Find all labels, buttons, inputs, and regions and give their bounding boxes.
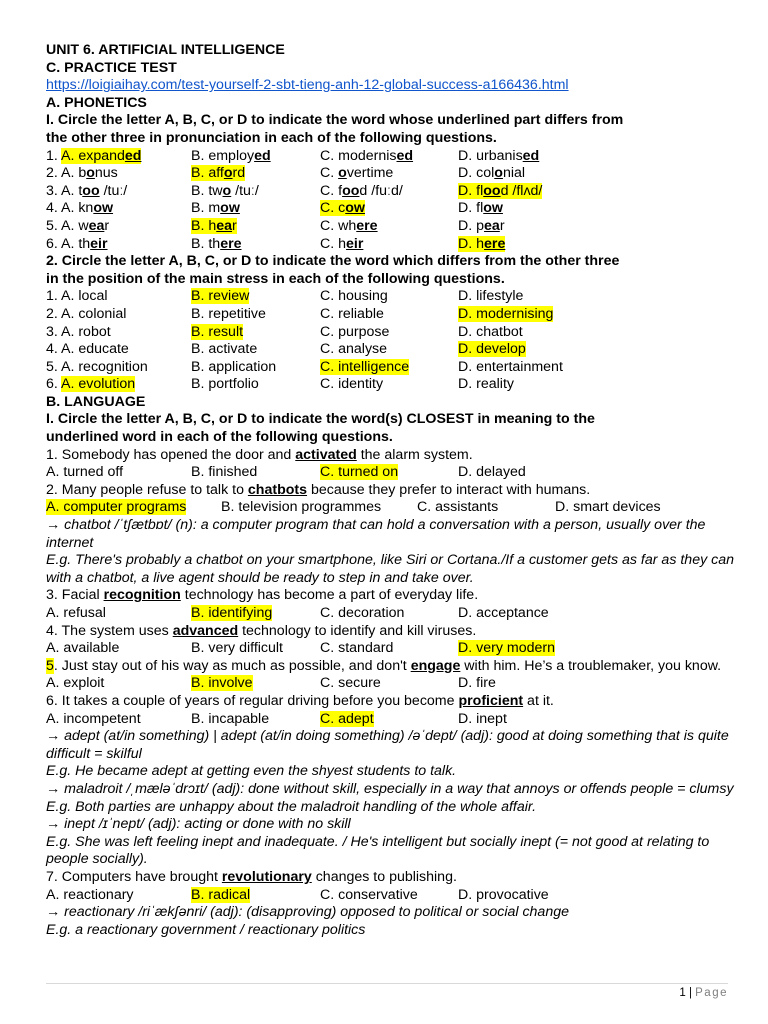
section-title: C. PRACTICE TEST bbox=[46, 59, 177, 76]
source-link[interactable]: https://loigiaihay.com/test-yourself-2-sbt-tieng-anh-12-global-success-a166436.html bbox=[46, 77, 569, 94]
document-page bbox=[46, 42, 736, 939]
q6-example-inept: E.g. She was left feeling inept and inadequate. / He's intelligent but socially inept (= not good at relating to people socially). bbox=[46, 833, 710, 868]
p2-instruction-1: 2. Circle the letter A, B, C, or D to indicate the word which differs from the other three bbox=[46, 253, 620, 270]
option-a: 5. A. recognition bbox=[46, 358, 148, 375]
option-a: A. exploit bbox=[46, 675, 105, 692]
option-b: B. mow bbox=[191, 200, 240, 217]
option-c: C. intelligence bbox=[320, 358, 410, 375]
option-a: A. reactionary bbox=[46, 886, 134, 903]
option-a: 3. A. robot bbox=[46, 323, 111, 340]
option-b: B. portfolio bbox=[191, 376, 259, 393]
option-b: B. review bbox=[191, 288, 250, 305]
option-c: C. identity bbox=[320, 376, 384, 393]
option-c: C. reliable bbox=[320, 305, 384, 322]
option-b: B. two /tuː/ bbox=[191, 182, 259, 199]
option-a: 2. A. colonial bbox=[46, 305, 127, 322]
p2-question-1 bbox=[46, 288, 736, 306]
option-a: 4. A. know bbox=[46, 200, 114, 217]
option-c: C. adept bbox=[320, 710, 374, 727]
p1-instruction-1: I. Circle the letter A, B, C, or D to indicate the word whose underlined part differs from bbox=[46, 112, 624, 129]
p1-question-6 bbox=[46, 236, 736, 254]
option-a: 1. A. expanded bbox=[46, 147, 142, 164]
option-a: 6. A. evolution bbox=[46, 376, 136, 393]
option-b: B. afford bbox=[191, 165, 246, 182]
option-c: C. assistants bbox=[417, 499, 499, 516]
q6-note-inept: → inept /ɪˈnept/ (adj): acting or done with no skill bbox=[46, 816, 351, 833]
q7-stem: 7. Computers have brought revolutionary changes to publishing. bbox=[46, 868, 457, 885]
p2-instruction-2: in the position of the main stress in each of the following questions. bbox=[46, 270, 505, 287]
q6-note-adept: → adept (at/in something) | adept (at/in doing something) /əˈdept/ (adj): good at doing something that is quite difficult = skilful bbox=[46, 728, 729, 762]
option-d: D. reality bbox=[458, 376, 514, 393]
option-a: A. computer programs bbox=[46, 499, 187, 516]
option-b: B. application bbox=[191, 358, 277, 375]
p1-question-1 bbox=[46, 148, 736, 166]
option-d: D. here bbox=[458, 235, 506, 252]
option-a: 6. A. their bbox=[46, 235, 108, 252]
option-d: D. pear bbox=[458, 217, 505, 234]
option-d: D. chatbot bbox=[458, 323, 523, 340]
q5-stem: 5. Just stay out of his way as much as possible, and don't engage with him. He’s a troublemaker, you know. bbox=[46, 657, 722, 674]
option-a: 4. A. educate bbox=[46, 341, 129, 358]
q2-options bbox=[46, 499, 736, 517]
option-b: B. very difficult bbox=[191, 640, 283, 657]
option-c: C. modernised bbox=[320, 147, 414, 164]
option-b: B. hear bbox=[191, 217, 237, 234]
option-c: C. conservative bbox=[320, 886, 418, 903]
q7-note: → reactionary /riˈækʃənri/ (adj): (disapproving) opposed to political or social change bbox=[46, 904, 569, 921]
option-d: D. modernising bbox=[458, 305, 554, 322]
option-b: B. finished bbox=[191, 464, 258, 481]
phonetics-heading: A. PHONETICS bbox=[46, 94, 147, 111]
q5-options bbox=[46, 675, 736, 693]
option-d: D. delayed bbox=[458, 464, 526, 481]
option-c: C. decoration bbox=[320, 605, 405, 621]
lang-instruction-1: I. Circle the letter A, B, C, or D to indicate the word(s) CLOSEST in meaning to the bbox=[46, 411, 595, 428]
option-b: B. involve bbox=[191, 675, 253, 692]
option-c: C. analyse bbox=[320, 341, 388, 358]
option-c: C. housing bbox=[320, 288, 388, 305]
q4-options bbox=[46, 640, 736, 658]
option-d: D. fire bbox=[458, 675, 496, 692]
option-d: D. provocative bbox=[458, 886, 549, 903]
lang-instruction-2: underlined word in each of the following questions. bbox=[46, 429, 393, 446]
option-b: B. activate bbox=[191, 341, 258, 358]
q3-options bbox=[46, 605, 736, 623]
option-b: B. television programmes bbox=[221, 499, 382, 516]
option-b: B. radical bbox=[191, 886, 251, 903]
unit-title: UNIT 6. ARTIFICIAL INTELLIGENCE bbox=[46, 42, 285, 58]
option-c: C. standard bbox=[320, 640, 394, 657]
option-d: D. flow bbox=[458, 200, 503, 217]
option-a: A. available bbox=[46, 640, 120, 657]
p2-question-5 bbox=[46, 359, 736, 377]
p1-question-4 bbox=[46, 200, 736, 218]
option-b: B. employed bbox=[191, 147, 271, 164]
option-a: 5. A. wear bbox=[46, 217, 110, 234]
q6-example-maladroit: E.g. Both parties are unhappy about the maladroit handling of the whole affair. bbox=[46, 798, 537, 815]
option-d: D. colonial bbox=[458, 165, 526, 182]
option-c: C. secure bbox=[320, 675, 381, 692]
q6-stem: 6. It takes a couple of years of regular driving before you become proficient at it. bbox=[46, 692, 554, 709]
q2-note: → chatbot /ˈtʃætbɒt/ (n): a computer program that can hold a conversation with a person, usually over the internet bbox=[46, 517, 706, 551]
option-c: C. overtime bbox=[320, 165, 394, 182]
q3-stem: 3. Facial recognition technology has become a part of everyday life. bbox=[46, 587, 479, 604]
q1-stem: 1. Somebody has opened the door and activated the alarm system. bbox=[46, 446, 473, 463]
option-a: A. refusal bbox=[46, 605, 106, 621]
option-d: D. urbanised bbox=[458, 147, 540, 164]
p1-instruction-2: the other three in pronunciation in each of the following questions. bbox=[46, 129, 497, 146]
option-c: C. cow bbox=[320, 200, 365, 217]
page-footer bbox=[46, 983, 728, 999]
p1-question-2 bbox=[46, 165, 736, 183]
q1-options bbox=[46, 464, 736, 482]
option-c: C. turned on bbox=[320, 464, 399, 481]
option-a: A. turned off bbox=[46, 464, 124, 481]
option-a: 2. A. bonus bbox=[46, 165, 118, 182]
q7-example: E.g. a reactionary government / reactionary politics bbox=[46, 921, 366, 938]
q6-note-maladroit: → maladroit /ˌmæləˈdrɔɪt/ (adj): done without skill, especially in a way that annoys or offends people = clumsy bbox=[46, 780, 734, 797]
q6-options bbox=[46, 711, 736, 729]
p2-question-3 bbox=[46, 324, 736, 342]
language-heading: B. LANGUAGE bbox=[46, 393, 146, 410]
option-a: 1. A. local bbox=[46, 288, 108, 305]
option-d: D. acceptance bbox=[458, 605, 549, 621]
option-b: B. repetitive bbox=[191, 305, 266, 322]
p1-question-5 bbox=[46, 218, 736, 236]
option-b: B. identifying bbox=[191, 605, 273, 621]
q7-options bbox=[46, 887, 736, 905]
option-d: D. smart devices bbox=[555, 499, 661, 516]
p2-question-6 bbox=[46, 376, 736, 394]
option-b: B. incapable bbox=[191, 710, 270, 727]
p1-question-3 bbox=[46, 183, 736, 201]
p2-question-4 bbox=[46, 341, 736, 359]
option-d: D. flood /flʌd/ bbox=[458, 182, 543, 199]
option-d: D. entertainment bbox=[458, 358, 563, 375]
p2-questions bbox=[46, 288, 736, 394]
option-b: B. there bbox=[191, 235, 242, 252]
option-c: C. where bbox=[320, 217, 378, 234]
option-c: C. food /fuːd/ bbox=[320, 182, 403, 199]
option-c: C. heir bbox=[320, 235, 364, 252]
page-number: 1 | Page bbox=[679, 987, 728, 999]
option-d: D. develop bbox=[458, 341, 526, 358]
q6-example-adept: E.g. He became adept at getting even the shyest students to talk. bbox=[46, 763, 457, 780]
option-d: D. inept bbox=[458, 710, 507, 727]
p2-question-2 bbox=[46, 306, 736, 324]
q2-example: E.g. There's probably a chatbot on your smartphone, like Siri or Cortana./If a customer gets as far as they can with a chatbot, a live agent should be ready to step in and take over. bbox=[46, 552, 734, 586]
option-b: B. result bbox=[191, 323, 244, 340]
option-c: C. purpose bbox=[320, 323, 390, 340]
option-d: D. very modern bbox=[458, 640, 555, 657]
q4-stem: 4. The system uses advanced technology to identify and kill viruses. bbox=[46, 622, 477, 639]
option-a: 3. A. too /tuː/ bbox=[46, 182, 128, 199]
q2-stem: 2. Many people refuse to talk to chatbots because they prefer to interact with humans. bbox=[46, 481, 591, 498]
option-d: D. lifestyle bbox=[458, 288, 524, 305]
option-a: A. incompetent bbox=[46, 710, 141, 727]
